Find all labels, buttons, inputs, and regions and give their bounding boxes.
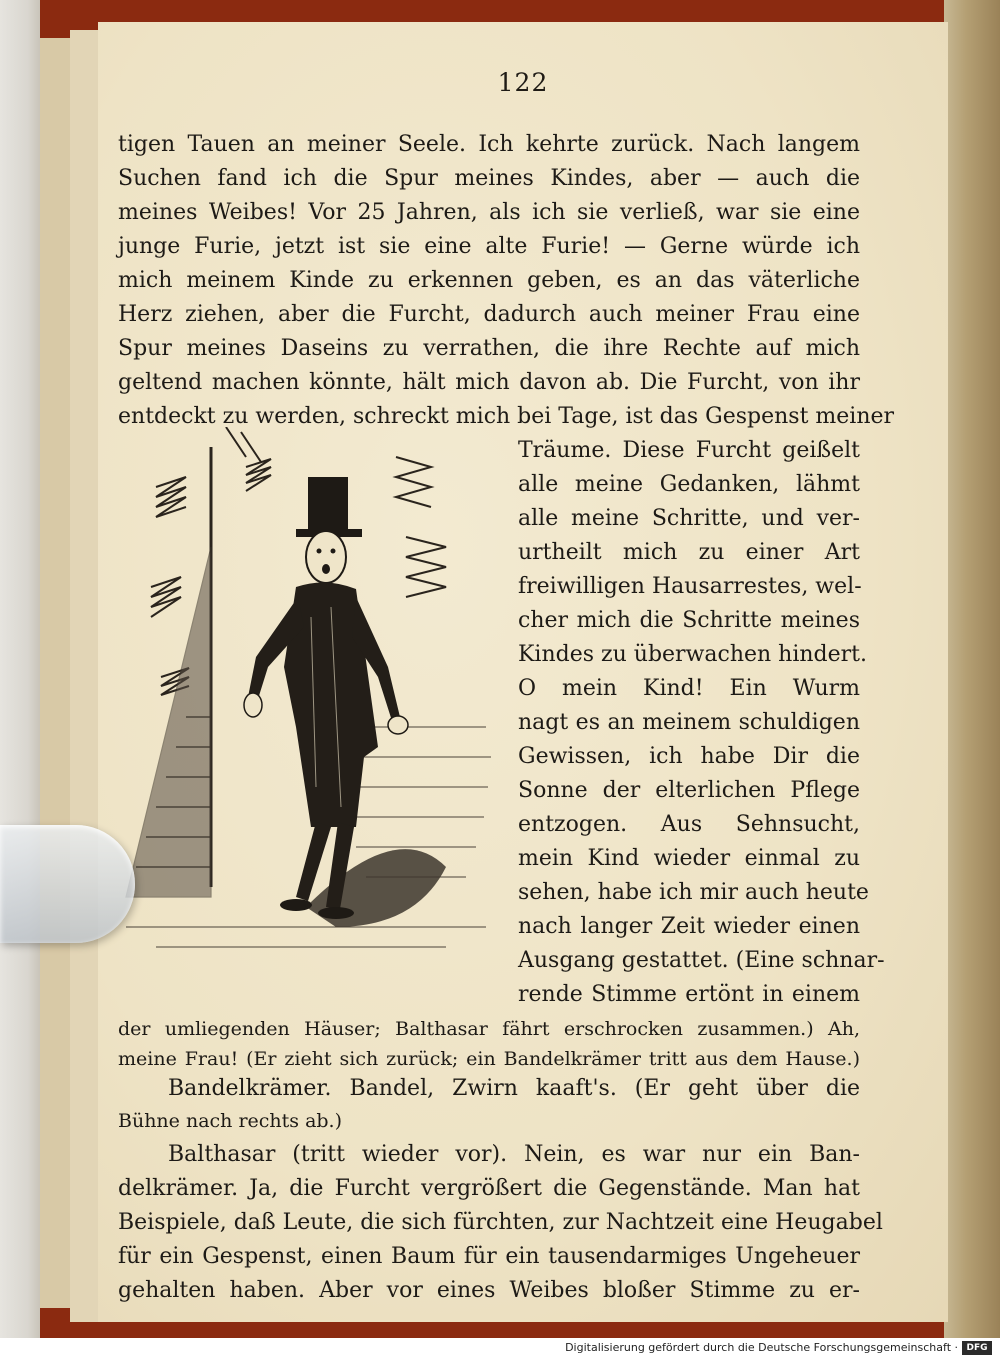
book-page — [98, 22, 948, 1322]
page-number: 122 — [497, 68, 549, 97]
footer-bar — [0, 1338, 1000, 1359]
text-line: rende Stimme ertönt in einem — [518, 982, 860, 1007]
text-line: Beispiele, daß Leute, die sich fürchten, zur Nachtzeit eine Heugabel — [118, 1210, 883, 1235]
book-cover-board — [0, 0, 40, 1338]
text-line: O mein Kind! Ein Wurm — [518, 676, 860, 701]
book-gutter — [944, 0, 1000, 1338]
speaker-line: Balthasar (tritt wieder vor). Nein, es war nur ein Ban- — [168, 1142, 860, 1167]
text-line: nagt es an meinem schuldigen — [518, 710, 860, 735]
text-line: cher mich die Schritte meines — [518, 608, 860, 633]
woodcut-illustration — [116, 427, 496, 987]
text-line: Herz ziehen, aber die Furcht, dadurch auch meiner Frau eine — [118, 302, 860, 327]
underlying-leaf — [70, 30, 101, 1322]
text-line: junge Furie, jetzt ist sie eine alte Furie! — Gerne würde ich — [118, 234, 860, 259]
text-line: nach langer Zeit wieder einen — [518, 914, 860, 939]
text-line: mein Kind wieder einmal zu — [518, 846, 860, 871]
funding-credit: Digitalisierung gefördert durch die Deutsche Forschungsgemeinschaft · — [565, 1341, 958, 1354]
text-line: freiwilligen Hausarrestes, wel- — [518, 574, 862, 599]
text-line: Sonne der elterlichen Pflege — [518, 778, 860, 803]
stage-direction-line: der umliegenden Häuser; Balthasar fährt erschrocken zusammen.) Ah, — [118, 1018, 860, 1040]
text-line: entzogen. Aus Sehnsucht, — [518, 812, 860, 837]
text-line: geltend machen könnte, hält mich davon ab. Die Furcht, von ihr — [118, 370, 860, 395]
text-line: alle meine Gedanken, lähmt — [518, 472, 860, 497]
glass-page-holder — [0, 825, 135, 943]
text-line: für ein Gespenst, einen Baum für ein tausendarmiges Ungeheuer — [118, 1244, 860, 1269]
text-line: Spur meines Daseins zu verrathen, die ihre Rechte auf mich — [118, 336, 860, 361]
text-line: gehalten haben. Aber vor eines Weibes bloßer Stimme zu er- — [118, 1278, 860, 1303]
text-line: mich meinem Kinde zu erkennen geben, es an das väterliche — [118, 268, 860, 293]
dfg-logo: DFG — [962, 1341, 992, 1355]
text-line: Träume. Diese Furcht geißelt — [518, 438, 860, 463]
underlying-leaf — [40, 38, 71, 1308]
text-line: tigen Tauen an meiner Seele. Ich kehrte zurück. Nach langem — [118, 132, 860, 157]
text-line: alle meine Schritte, und ver- — [518, 506, 860, 531]
text-line: sehen, habe ich mir auch heute — [518, 880, 869, 905]
text-line: entdeckt zu werden, schreckt mich bei Tage, ist das Gespenst meiner — [118, 404, 895, 429]
stage-direction-line: meine Frau! (Er zieht sich zurück; ein Bandelkrämer tritt aus dem Hause.) — [118, 1048, 860, 1070]
stage-direction-line: Bühne nach rechts ab.) — [118, 1110, 343, 1132]
text-line: Ausgang gestattet. (Eine schnar- — [518, 948, 885, 973]
text-line: delkrämer. Ja, die Furcht vergrößert die Gegenstände. Man hat — [118, 1176, 860, 1201]
text-line: Gewissen, ich habe Dir die — [518, 744, 860, 769]
text-line: Kindes zu überwachen hindert. — [518, 642, 868, 667]
text-line: meines Weibes! Vor 25 Jahren, als ich sie verließ, war sie eine — [118, 200, 860, 225]
text-line: urtheilt mich zu einer Art — [518, 540, 860, 565]
speaker-line: Bandelkrämer. Bandel, Zwirn kaaft's. (Er geht über die — [168, 1076, 860, 1101]
text-line: Suchen fand ich die Spur meines Kindes, aber — auch die — [118, 166, 860, 191]
